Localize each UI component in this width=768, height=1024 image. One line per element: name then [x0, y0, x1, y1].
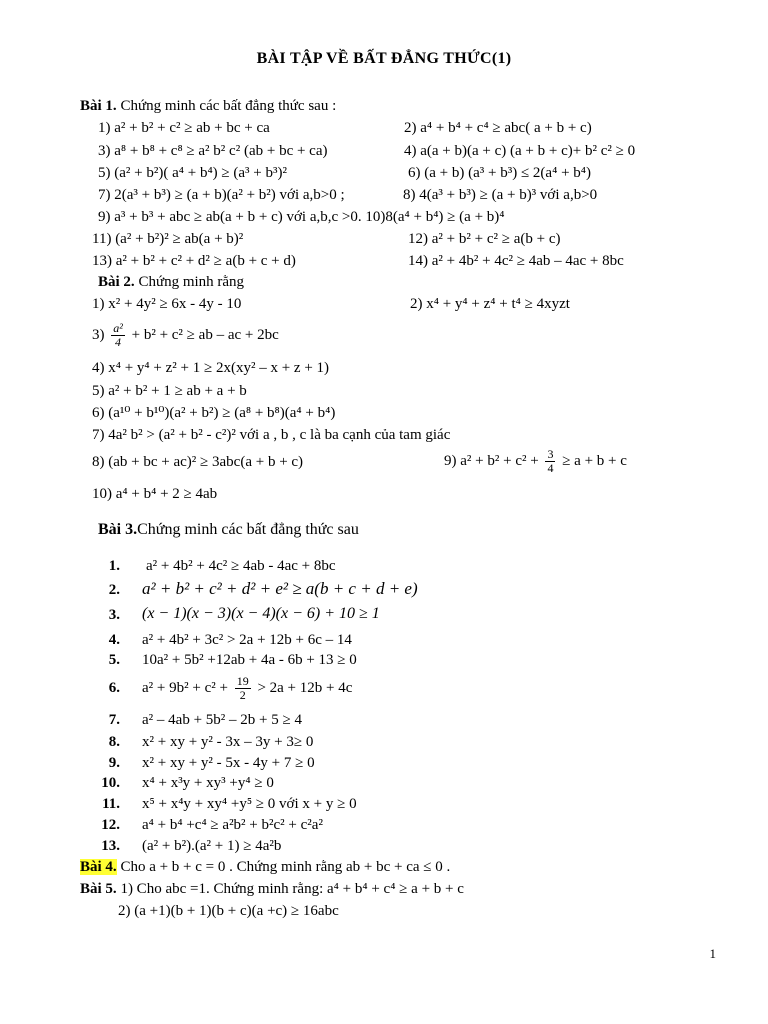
- bai1-item-14: 14) a² + 4b² + 4c² ≥ 4ab – 4ac + 8bc: [408, 253, 624, 269]
- bai5-row-1: [80, 879, 464, 899]
- bai2-item-10: 10) a⁴ + b⁴ + 2 ≥ 4ab: [92, 486, 218, 502]
- bai3-item-12-number: 12.: [101, 817, 120, 833]
- bai2-label: Bài 2.: [98, 274, 135, 290]
- bai2-item-9-text-a: 9) a² + b² + c² +: [444, 453, 539, 469]
- fraction-denominator: 2: [239, 688, 246, 703]
- bai3-item-12: a⁴ + b⁴ +c⁴ ≥ a²b² + b²c² + c²a²: [142, 817, 323, 833]
- bai1-item-2: 2) a⁴ + b⁴ + c⁴ ≥ abc( a + b + c): [404, 120, 592, 136]
- bai1-item-13: 13) a² + b² + c² + d² ≥ a(b + c + d): [92, 253, 296, 269]
- bai1-item-3: 3) a⁸ + b⁸ + c⁸ ≥ a² b² c² (ab + bc + ca): [98, 143, 328, 159]
- bai2-item-9-text-b: ≥ a + b + c: [562, 453, 627, 469]
- bai3-item-8-number: 8.: [108, 734, 120, 750]
- bai3-item-5: 10a² + 5b² +12ab + 4a - 6b + 13 ≥ 0: [142, 652, 357, 668]
- bai2-item-3: [92, 318, 279, 352]
- bai1-heading: [80, 96, 336, 116]
- bai3-item-7-number: 7.: [108, 712, 120, 728]
- bai2-item-3-fraction: [111, 322, 125, 349]
- fraction-denominator: 4: [115, 335, 122, 350]
- bai3-item-8: x² + xy + y² - 3x – 3y + 3≥ 0: [142, 734, 314, 750]
- bai3-item-10-number: 10.: [101, 775, 120, 791]
- bai3-label: Bài 3.: [98, 521, 138, 538]
- bai3-item-3: (x − 1)(x − 3)(x − 4)(x − 6) + 10 ≥ 1: [142, 605, 380, 622]
- bai3-item-13-number: 13.: [101, 838, 120, 854]
- bai3-item-6-number: 6.: [108, 680, 120, 696]
- bai1-item-8: 8) 4(a³ + b³) ≥ (a + b)³ với a,b>0: [403, 187, 598, 203]
- bai2-item-4: 4) x⁴ + y⁴ + z² + 1 ≥ 2x(xy² – x + z + 1): [92, 360, 330, 376]
- bai1-item-5: 5) (a² + b²)( a⁴ + b⁴) ≥ (a³ + b³)²: [98, 165, 287, 181]
- bai3-item-13: (a² + b²).(a² + 1) ≥ 4a²b: [142, 838, 282, 854]
- bai3-item-6-fraction: [235, 675, 251, 702]
- bai3-item-7: a² – 4ab + 5b² – 2b + 5 ≥ 4: [142, 712, 302, 728]
- bai3-item-2-number: 2.: [108, 582, 120, 598]
- bai2-item-2: 2) x⁴ + y⁴ + z⁴ + t⁴ ≥ 4xyzt: [410, 296, 570, 312]
- bai2-item-3-label: 3): [92, 327, 105, 343]
- bai2-item-3-text: + b² + c² ≥ ab – ac + 2bc: [131, 327, 279, 343]
- bai3-item-9: x² + xy + y² - 5x - 4y + 7 ≥ 0: [142, 755, 315, 771]
- bai1-item-11: 11) (a² + b²)² ≥ ab(a + b)²: [92, 231, 244, 247]
- bai4-text: Cho a + b + c = 0 . Chứng minh rằng ab + bc + ca ≤ 0 .: [120, 859, 451, 875]
- bai3-item-11-number: 11.: [102, 796, 120, 812]
- page-number: 1: [709, 946, 716, 961]
- bai2-item-7: 7) 4a² b² > (a² + b² - c²)² với a , b , c là ba cạnh của tam giác: [92, 427, 451, 443]
- bai2-item-8: 8) (ab + bc + ac)² ≥ 3abc(a + b + c): [92, 454, 304, 470]
- bai1-item-4: 4) a(a + b)(a + c) (a + b + c)+ b² c² ≥ 0: [404, 143, 636, 159]
- bai3-item-2: a² + b² + c² + d² + e² ≥ a(b + c + d + e): [142, 579, 418, 598]
- bai3-item-6-text-b: > 2a + 12b + 4c: [257, 680, 353, 696]
- bai3-item-1: a² + 4b² + 4c² ≥ 4ab - 4ac + 8bc: [146, 558, 336, 574]
- bai3-item-5-number: 5.: [108, 652, 120, 668]
- bai3-item-3-number: 3.: [108, 607, 120, 623]
- bai5-item-1: 1) Cho abc =1. Chứng minh rằng: a⁴ + b⁴ + c⁴ ≥ a + b + c: [120, 881, 464, 897]
- bai1-item-12: 12) a² + b² + c² ≥ a(b + c): [408, 231, 561, 247]
- bai1-item-9-10: 9) a³ + b³ + abc ≥ ab(a + b + c) với a,b,c >0. 10)8(a⁴ + b⁴) ≥ (a + b)⁴: [98, 209, 505, 225]
- bai1-label: Bài 1.: [80, 98, 117, 114]
- bai3-item-6: [142, 670, 352, 706]
- bai4: [80, 857, 450, 877]
- bai1-item-6: 6) (a + b) (a³ + b³) ≤ 2(a⁴ + b⁴): [408, 165, 592, 181]
- bai2-heading-text: Chứng minh rằng: [138, 274, 245, 290]
- bai3-item-6-text-a: a² + 9b² + c² +: [142, 680, 228, 696]
- bai3-item-4: a² + 4b² + 3c² > 2a + 12b + 6c – 14: [142, 632, 352, 648]
- bai1-item-1: 1) a² + b² + c² ≥ ab + bc + ca: [98, 120, 270, 136]
- bai3-item-1-number: 1.: [108, 558, 120, 574]
- bai5-item-2: 2) (a +1)(b + 1)(b + c)(a +c) ≥ 16abc: [118, 903, 339, 919]
- bai4-label: Bài 4.: [80, 859, 117, 875]
- bai3-item-4-number: 4.: [108, 632, 120, 648]
- fraction-numerator: 3: [547, 447, 554, 462]
- bai3-item-11: x⁵ + x⁴y + xy⁴ +y⁵ ≥ 0 với x + y ≥ 0: [142, 796, 357, 812]
- bai2-item-1: 1) x² + 4y² ≥ 6x - 4y - 10: [92, 296, 242, 312]
- bai2-item-9: [444, 444, 627, 478]
- fraction-denominator: 4: [547, 461, 554, 476]
- bai3-item-10: x⁴ + x³y + xy³ +y⁴ ≥ 0: [142, 775, 274, 791]
- bai2-heading: [98, 272, 244, 292]
- page-title: BÀI TẬP VỀ BẤT ĐẲNG THỨC(1): [256, 50, 512, 67]
- fraction-numerator: 19: [236, 674, 249, 689]
- bai1-heading-text: Chứng minh các bất đẳng thức sau :: [120, 98, 337, 114]
- bai5-label: Bài 5.: [80, 881, 117, 897]
- bai1-item-7: 7) 2(a³ + b³) ≥ (a + b)(a² + b²) với a,b>0 ;: [98, 187, 345, 203]
- bai2-item-9-fraction: [545, 448, 555, 475]
- bai3-item-9-number: 9.: [108, 755, 120, 771]
- bai2-item-5: 5) a² + b² + 1 ≥ ab + a + b: [92, 383, 247, 399]
- bai2-item-6: 6) (a¹⁰ + b¹⁰)(a² + b²) ≥ (a⁸ + b⁸)(a⁴ + b⁴): [92, 405, 336, 421]
- bai3-heading-text: Chứng minh các bất đẳng thức sau: [137, 521, 359, 538]
- bai3-heading: [98, 520, 359, 540]
- fraction-numerator: a²: [113, 321, 123, 336]
